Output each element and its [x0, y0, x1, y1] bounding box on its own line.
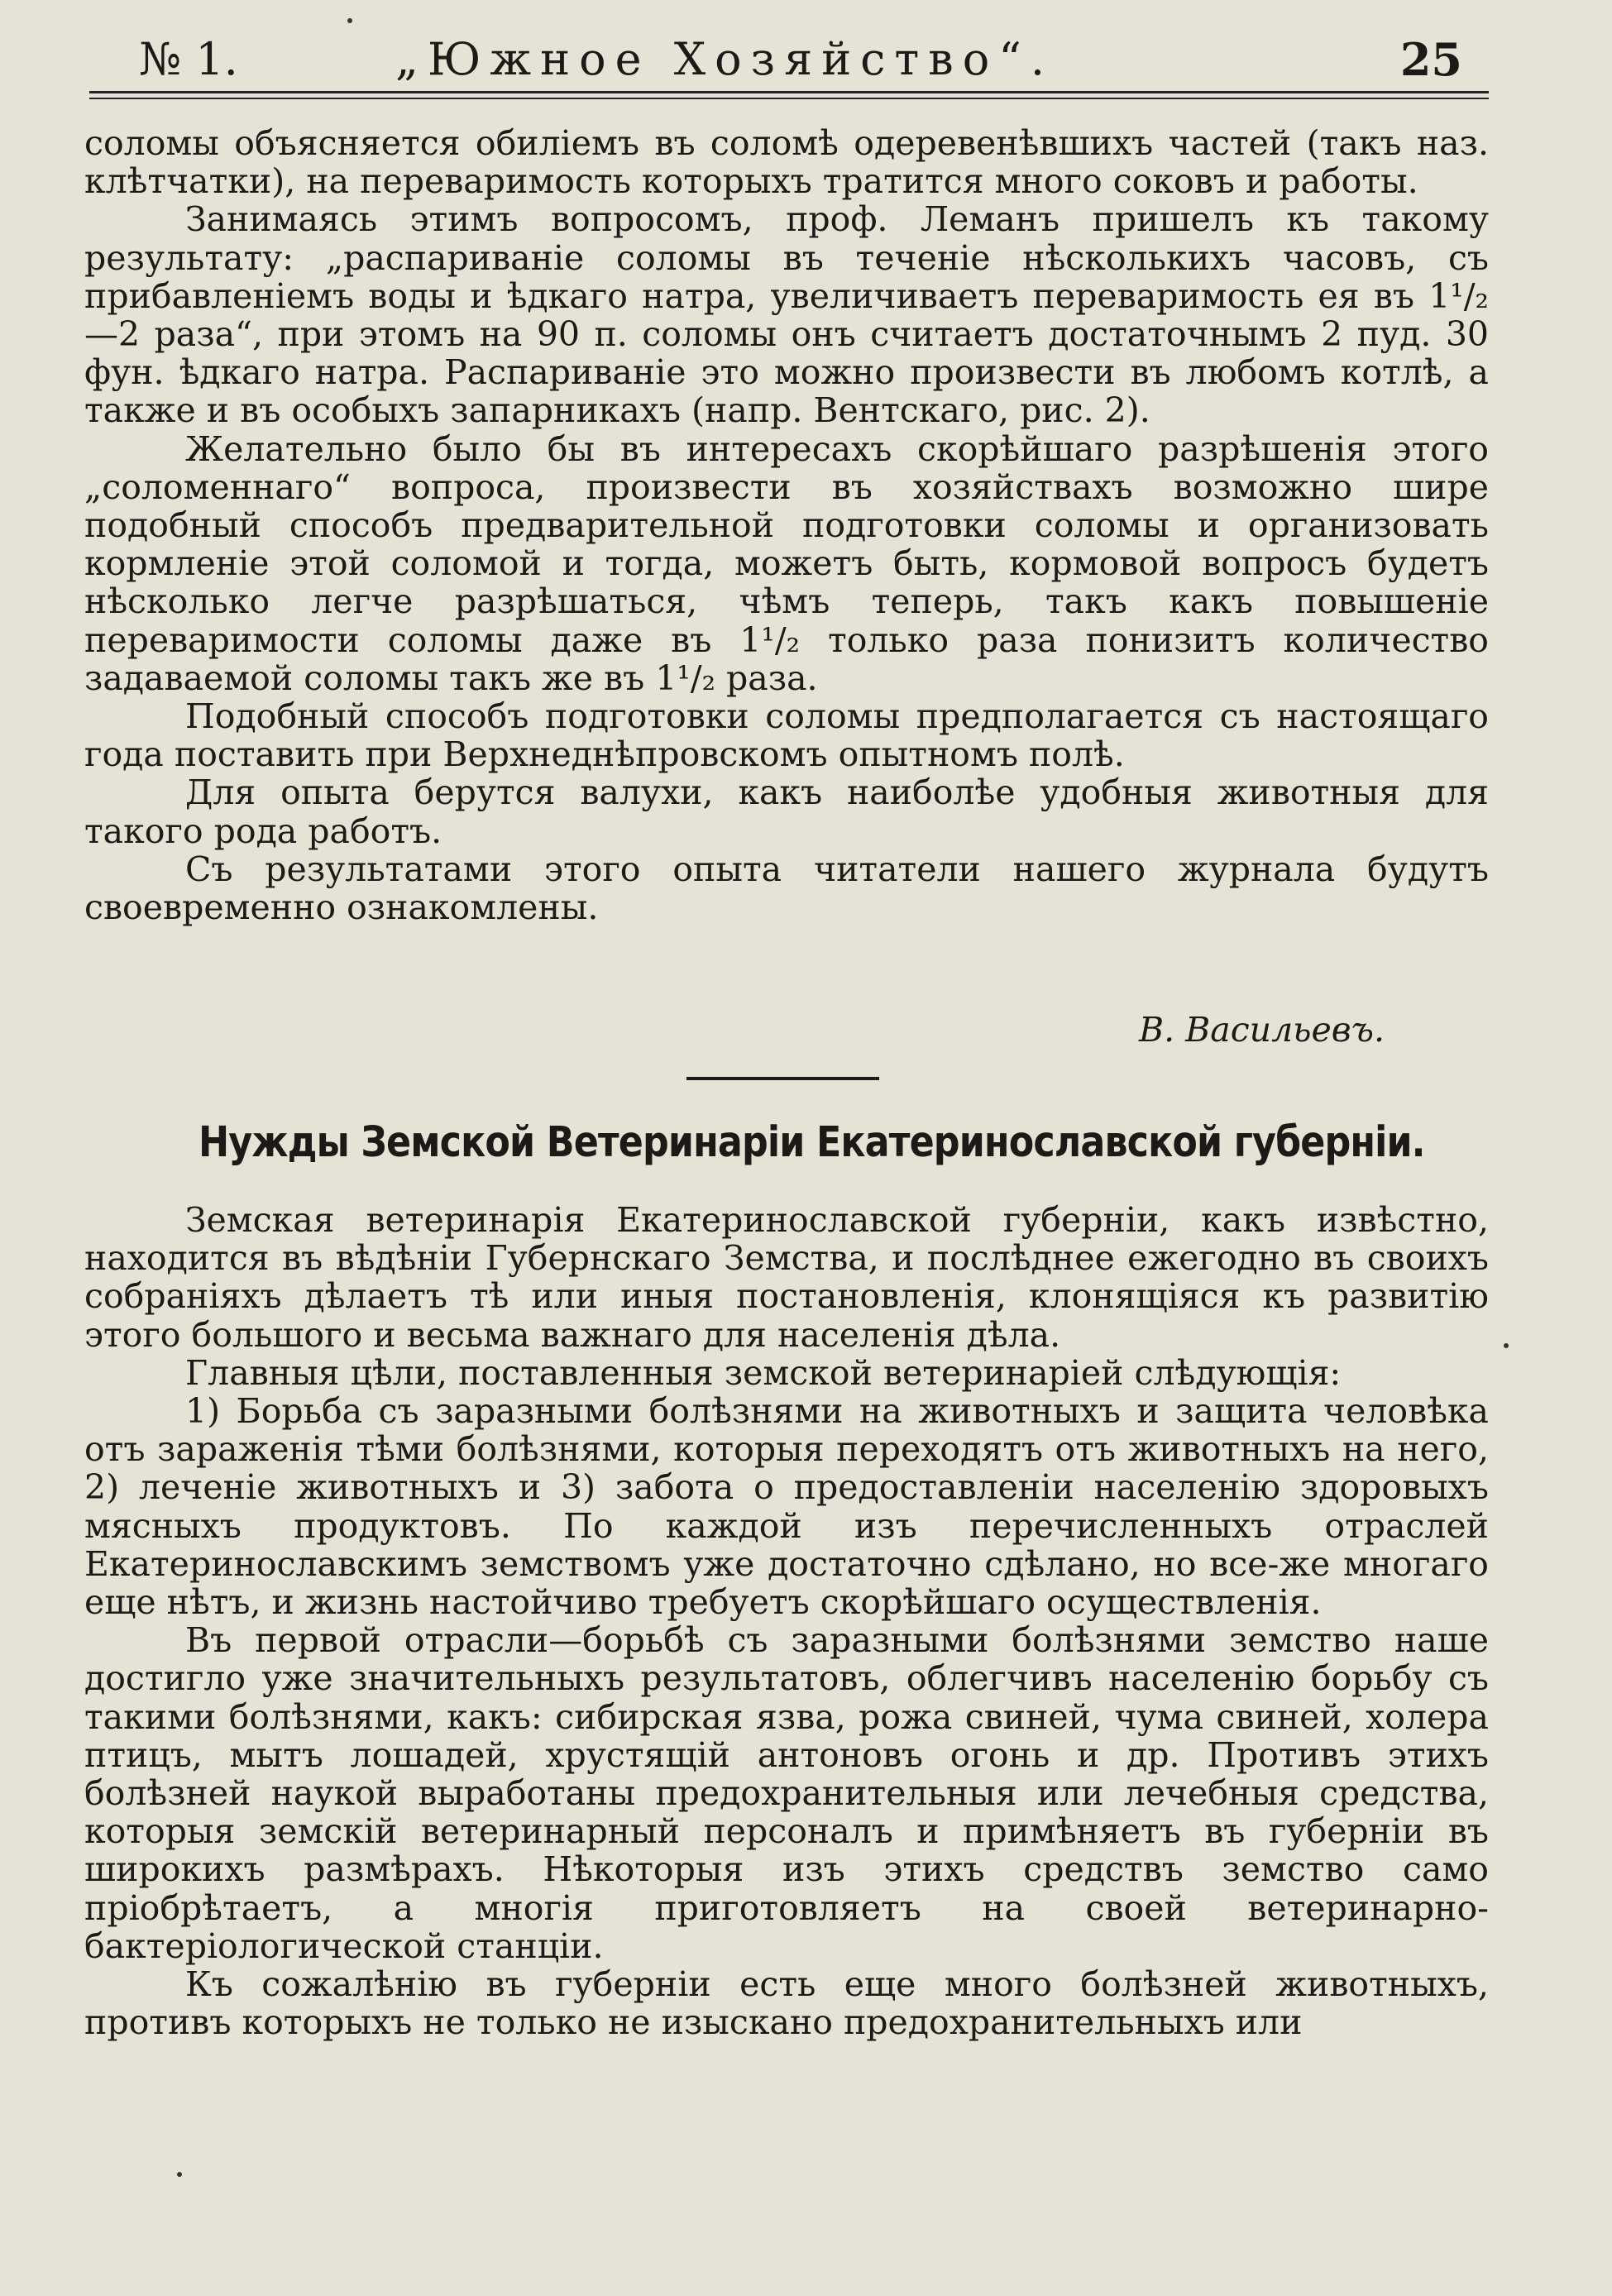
print-speck: [1504, 1343, 1509, 1348]
paragraph: Земская ветеринарія Екатеринославской губерніи, какъ извѣстно, находится въ вѣдѣніи Губернскаго Земства, и послѣднее ежегодно въ своихъ собраніяхъ дѣлаетъ тѣ или иныя постановленія, клонящіяся къ развитію этого большого и весьма важнаго для населенія дѣла.: [84, 1200, 1489, 1355]
running-header: [89, 30, 1489, 89]
journal-title: „Южное Хозяйство“.: [395, 33, 1054, 85]
paragraph: Главныя цѣли, поставленныя земской ветеринаріей слѣдующія:: [185, 1352, 1342, 1393]
section-divider: [686, 1077, 879, 1080]
paragraph: 1) Борьба съ заразными болѣзнями на животныхъ и защита человѣка отъ зараженія тѣми болѣзнями, которыя переходятъ отъ животныхъ на него, 2) леченіе животныхъ и 3) забота о предоставленіи населенію здоровыхъ мясныхъ продуктовъ. По каждой изъ перечисленныхъ отраслей Екатеринославскимъ земствомъ уже достаточно сдѣлано, но все-же многаго еще нѣтъ, и жизнь настойчиво требуетъ скорѣйшаго осуществленія.: [84, 1391, 1489, 1623]
issue-number: № 1.: [139, 33, 238, 85]
paragraph: Для опыта берутся валухи, какъ наиболѣе удобныя животныя для такого рода работъ.: [84, 773, 1489, 851]
paragraph: Занимаясь этимъ вопросомъ, проф. Леманъ пришелъ къ такому результату: „распариваніе соломы въ теченіе нѣсколькихъ часовъ, съ прибавленіемъ воды и ѣдкаго натра, увеличиваетъ переваримость ея въ 1¹/₂—2 раза“, при этомъ на 90 п. соломы онъ считаетъ достаточнымъ 2 пуд. 30 фун. ѣдкаго натра. Распариваніе это можно произвести въ любомъ котлѣ, а также и въ особыхъ запарникахъ (напр. Вентскаго, рис. 2).: [84, 199, 1489, 431]
paragraph: Къ сожалѣнію въ губерніи есть еще много болѣзней животныхъ, противъ которыхъ не только не изыскано предохранительныхъ или: [84, 1964, 1489, 2043]
author-signature: В. Васильевъ.: [1138, 1010, 1385, 1050]
paragraph: Подобный способъ подготовки соломы предполагается съ настоящаго года поставить при Верхнеднѣпровскомъ опытномъ полѣ.: [84, 696, 1489, 775]
article-continued-body: [84, 124, 1489, 926]
paragraph: соломы объясняется обиліемъ въ соломѣ одеревенѣвшихъ частей (такъ наз. клѣтчатки), на переваримость которыхъ тратится много соковъ и работы.: [84, 123, 1489, 202]
print-speck: [347, 18, 352, 23]
article-heading: Нужды Земской Ветеринаріи Екатеринославской губерніи.: [199, 1118, 1425, 1167]
page-number: 25: [1399, 33, 1462, 86]
header-rule-thick: [89, 91, 1489, 93]
print-speck: [177, 2172, 182, 2177]
paragraph: Съ результатами этого опыта читатели нашего журнала будутъ своевременно ознакомлены.: [84, 849, 1489, 928]
paragraph: Въ первой отрасли—борьбѣ съ заразными болѣзнями земство наше достигло уже значительныхъ результатовъ, облегчивъ населенію борьбу съ такими болѣзнями, какъ: сибирская язва, рожа свиней, чума свиней, холера птицъ, мытъ лошадей, хрустящій антоновъ огонь и др. Противъ этихъ болѣзней наукой выработаны предохранительныя или лечебныя средства, которыя земскій ветеринарный персоналъ и примѣняетъ въ губерніи въ широкихъ размѣрахъ. Нѣкоторыя изъ этихъ средствъ земство само пріобрѣтаетъ, а многія приготовляетъ на своей ветеринарно-бактеріологической станціи.: [84, 1620, 1489, 1966]
article-body: [84, 1201, 1489, 2041]
header-rule-thin: [89, 98, 1489, 99]
paragraph: Желательно было бы въ интересахъ скорѣйшаго разрѣшенія этого „соломеннаго“ вопроса, произвести въ хозяйствахъ возможно шире подобный способъ предварительной подготовки соломы и организовать кормленіе этой соломой и тогда, можетъ быть, кормовой вопросъ будетъ нѣсколько легче разрѣшаться, чѣмъ теперь, такъ какъ повышеніе переваримости соломы даже въ 1¹/₂ только раза понизитъ количество задаваемой соломы такъ же въ 1¹/₂ раза.: [84, 428, 1489, 698]
